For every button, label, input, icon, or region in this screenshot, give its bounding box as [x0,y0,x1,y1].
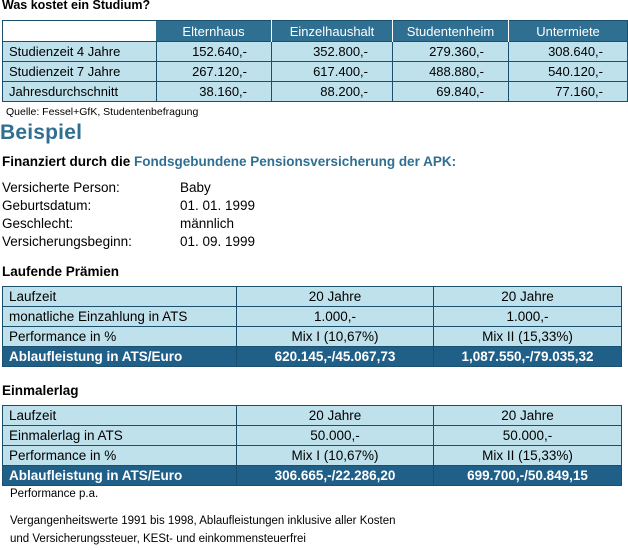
row-label: Laufzeit [3,287,237,307]
table-row [3,406,622,426]
table-row-highlight [3,347,622,367]
row-label: Ablaufleistung in ATS/Euro [3,347,237,367]
header-untermiete: Untermiete [509,21,628,42]
cell-value: 38.160,- [156,82,272,102]
row-label: Studienzeit 4 Jahre [3,42,157,62]
row-label: Performance in % [3,446,237,466]
cell-value: Mix II (15,33%) [434,327,622,347]
footnote-line-2: und Versicherungssteuer, KESt- und einkommensteuerfrei [10,533,306,545]
table-row [3,82,628,102]
info-key: Versicherungsbeginn: [2,234,132,249]
einmal-heading: Einmalerlag [2,383,79,398]
table-row [3,62,628,82]
cell-value: 308.640,- [509,42,628,62]
cell-value: 20 Jahre [237,287,434,307]
cell-value: 267.120,- [156,62,272,82]
cell-value: Mix I (10,67%) [237,327,434,347]
cell-value: 152.640,- [156,42,272,62]
cell-value: 77.160,- [509,82,628,102]
cell-value: 699.700,-/50.849,15 [434,466,622,486]
cell-value: Mix II (15,33%) [434,446,622,466]
row-label: Performance in % [3,327,237,347]
cell-value: 306.665,-/22.286,20 [237,466,434,486]
cell-value: 617.400,- [272,62,393,82]
row-label: Ablaufleistung in ATS/Euro [3,466,237,486]
cell-value: 620.145,-/45.067,73 [237,347,434,367]
cell-value: 50.000,- [434,426,622,446]
cell-value: 279.360,- [393,42,509,62]
cell-value: 352.800,- [272,42,393,62]
cell-value: 20 Jahre [237,406,434,426]
laufende-table [2,286,622,367]
cell-value: 1.000,- [434,307,622,327]
table-row [3,307,622,327]
header-elternhaus: Elternhaus [156,21,272,42]
row-label: monatliche Einzahlung in ATS [3,307,237,327]
row-label: Laufzeit [3,406,237,426]
cell-value: 50.000,- [237,426,434,446]
table-row [3,287,622,307]
einmal-table [2,405,622,486]
financed-line [2,154,456,169]
cell-value: 1.000,- [237,307,434,327]
header-studentenheim: Studentenheim [393,21,509,42]
study-cost-table [2,20,628,102]
laufende-heading: Laufende Prämien [2,264,120,279]
source-note: Quelle: Fessel+GfK, Studentenbefragung [6,106,199,118]
cell-value: 20 Jahre [434,287,622,307]
info-key: Versicherte Person: [2,180,120,195]
info-value: 01. 01. 1999 [180,198,256,213]
table-row-highlight [3,466,622,486]
row-label: Studienzeit 7 Jahre [3,62,157,82]
info-key: Geburtsdatum: [2,198,92,213]
row-label: Jahresdurchschnitt [3,82,157,102]
cell-value: 20 Jahre [434,406,622,426]
cost-table-header [3,21,628,42]
cell-value: 69.840,- [393,82,509,102]
info-value: männlich [180,216,235,231]
row-label: Einmalerlag in ATS [3,426,237,446]
page-title: Was kostet ein Studium? [2,0,151,12]
cell-value: Mix I (10,67%) [237,446,434,466]
cell-value: 540.120,- [509,62,628,82]
cell-value: 88.200,- [272,82,393,102]
table-row [3,42,628,62]
financed-prefix: Finanziert durch die [2,154,135,169]
financed-product: Fondsgebundene Pensionsversicherung der APK: [134,154,457,169]
table-row [3,327,622,347]
cell-value: 488.880,- [393,62,509,82]
footnote-performance: Performance p.a. [10,488,99,500]
table-row [3,446,622,466]
info-value: 01. 09. 1999 [180,234,256,249]
cell-value: 1,087.550,-/79.035,32 [434,347,622,367]
header-einzelhaushalt: Einzelhaushalt [272,21,393,42]
header-blank-cell [3,21,157,42]
footnote-line-1: Vergangenheitswerte 1991 bis 1998, Ablaufleistungen inklusive aller Kosten [10,515,396,527]
table-row [3,426,622,446]
info-value: Baby [180,180,211,195]
example-heading: Beispiel [0,121,83,144]
info-key: Geschlecht: [2,216,74,231]
